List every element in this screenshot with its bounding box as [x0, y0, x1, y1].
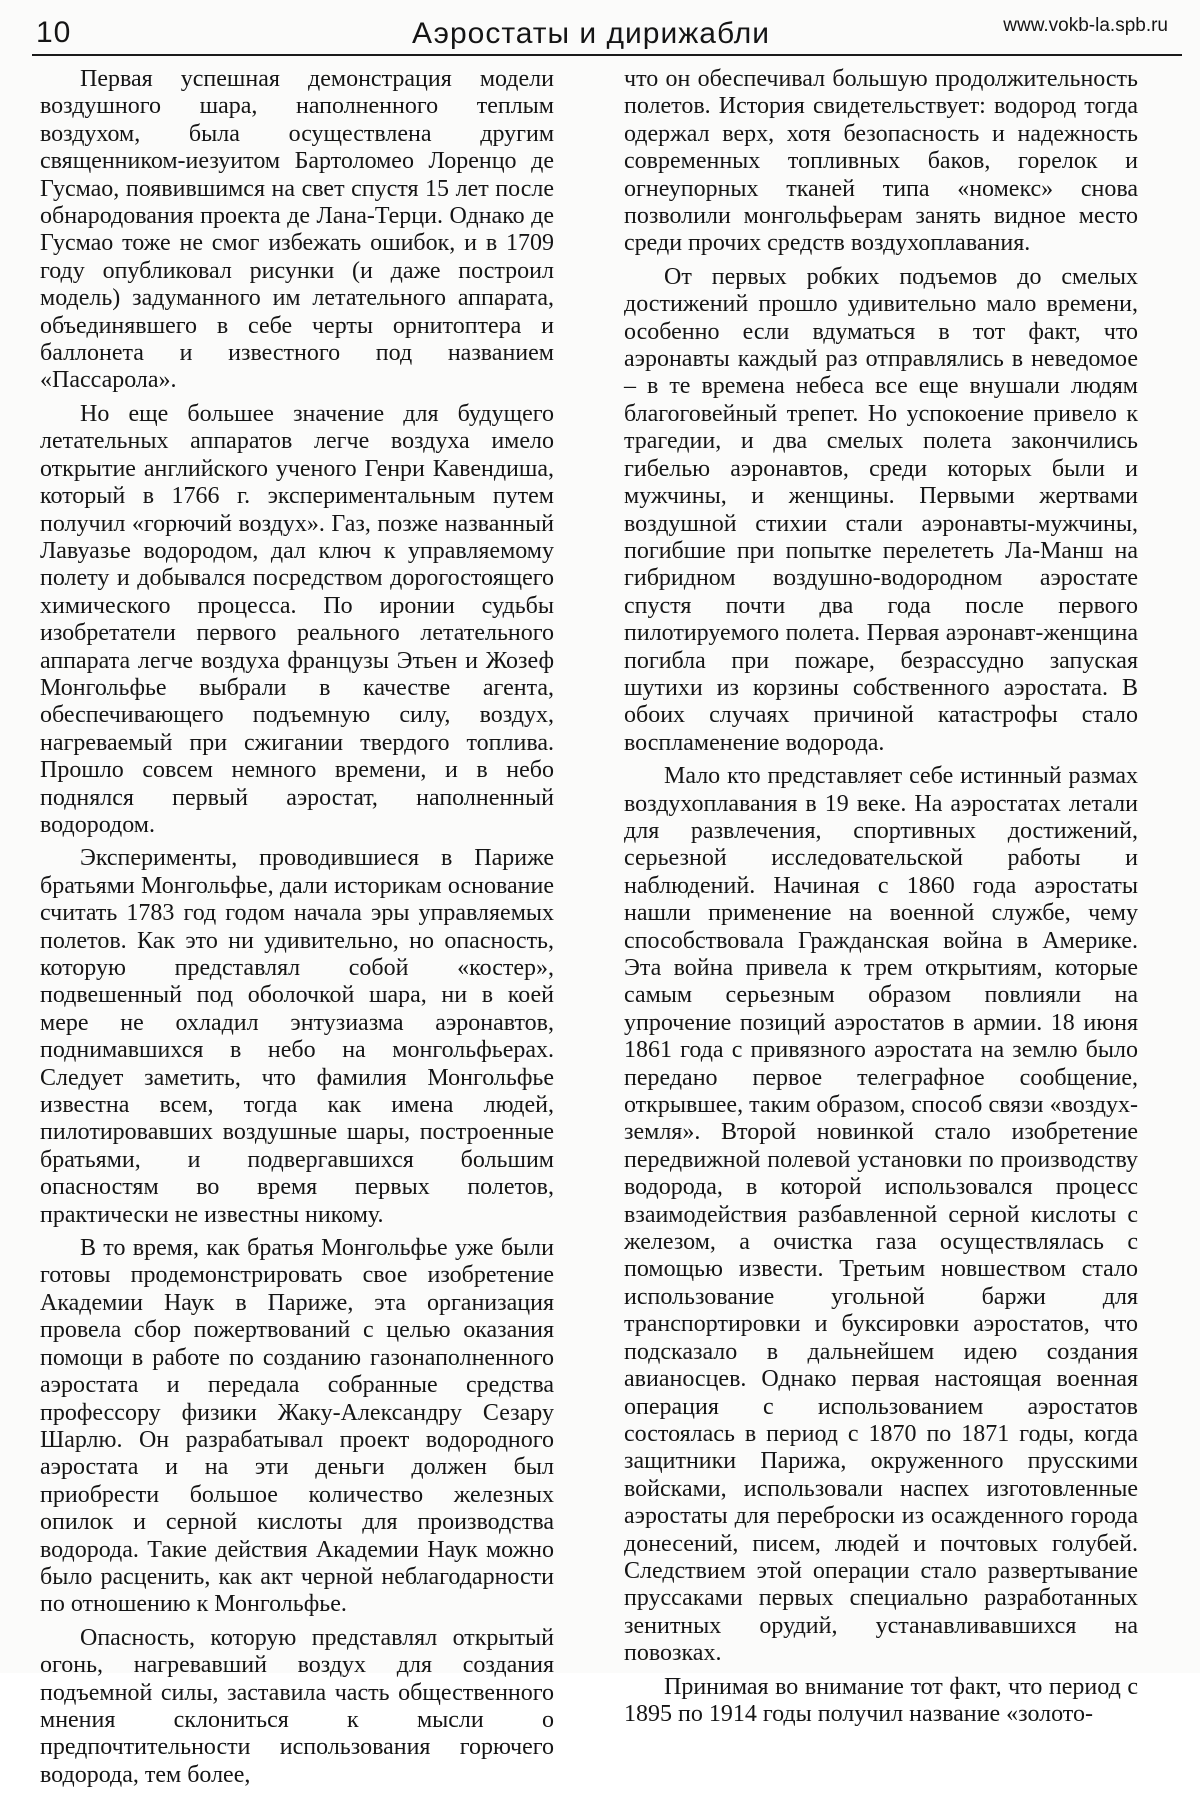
- paragraph: В то время, как братья Монгольфье уже были готовы продемонстрировать свое изобретение Академии Наук в Париже, эта организация провела сбор пожертвований с целью оказания помощи в работе по созданию газонаполненного аэростата и передала собранные средства профессору физики Жаку-Александру Сезару Шарлю. Он разрабатывал проект водородного аэростата и на эти деньги должен был приобрести большое количество железных опилок и серной кислоты для производства водорода. Такие действия Академии Наук можно было расценить, как акт черной неблагодарности по отношению к Монгольфье.: [40, 1235, 554, 1618]
- running-title: Аэростаты и дирижабли: [412, 17, 771, 50]
- right-column: [624, 66, 1138, 1734]
- site-url: www.vokb-la.spb.ru: [1003, 15, 1168, 36]
- paragraph: От первых робких подъемов до смелых достижений прошло удивительно мало времени, особенно если вдуматься в тот факт, что аэронавты каждый раз отправлялись в неведомое – в те времена небеса все еще внушали людям благоговейный трепет. Но успокоение привело к трагедии, и два смелых полета закончились гибелью аэронавтов, среди которых были и мужчины, и женщины. Первыми жертвами воздушной стихии стали аэронавты-мужчины, погибшие при попытке перелететь Ла-Манш на гибридном воздушно-водородном аэростате спустя почти два года после первого пилотируемого полета. Первая аэронавт-женщина погибла при пожаре, безрассудно запуская шутихи из корзины собственного аэростата. В обоих случаях причиной катастрофы стало воспламенение водорода.: [624, 263, 1138, 756]
- paragraph: Эксперименты, проводившиеся в Париже братьями Монгольфье, дали историкам основание считать 1783 год годом начала эры управляемых полетов. Как это ни удивительно, но опасность, которую представлял собой «костер», подвешенный под оболочкой шара, ни в коей мере не охладил энтузиазма аэронавтов, поднимавшихся в небо на монгольфьерах. Следует заметить, что фамилия Монгольфье известна всем, тогда как имена людей, пилотировавших воздушные шары, построенные братьями, и подвергавшихся большим опасностям во время первых полетов, практически не известны никому.: [40, 845, 554, 1228]
- left-column: [40, 66, 554, 1795]
- paragraph: Первая успешная демонстрация модели воздушного шара, наполненного теплым воздухом, была осуществлена другим священником-иезуитом Бартоломео Лоренцо де Гусмао, появившимся на свет спустя 15 лет после обнародования проекта де Лана-Терци. Однако де Гусмао тоже не смог избежать ошибок, и в 1709 году опубликовал рисунки (и даже построил модель) задуманного им летательного аппарата, объединявшего в себе черты орнитоптера и баллонета и известного под названием «Пассарола».: [40, 66, 554, 394]
- page-number: 10: [36, 16, 72, 49]
- page-header: [32, 10, 1182, 56]
- paragraph: Принимая во внимание тот факт, что период с 1895 по 1914 годы получил название «золото-: [624, 1673, 1138, 1727]
- paragraph: Мало кто представляет себе истинный размах воздухоплавания в 19 веке. На аэростатах летали для развлечения, спортивных достижений, серьезной исследовательской работы и наблюдений. Начиная с 1860 года аэростаты нашли применение на военной службе, чему способствовала Гражданская война в Америке. Эта война привела к трем открытиям, которые самым серьезным образом повлияли на упрочение позиций аэростатов в армии. 18 июня 1861 года с привязного аэростата на землю было передано первое телеграфное сообщение, открывшее, таким образом, способ связи «воздух-земля». Второй новинкой стало изобретение передвижной полевой установки по производству водорода, в которой использовался процесс взаимодействия разбавленной серной кислоты с железом, а очистка газа осуществлялась с помощью извести. Третьим новшеством стало использование угольной баржи для транспортировки и буксировки аэростатов, что подсказало в дальнейшем идею создания авианосцев. Однако первая настоящая военная операция с использованием аэростатов состоялась в период с 1870 по 1871 годы, когда защитники Парижа, окруженного прусскими войсками, использовали наспех изготовленные аэростаты для переброски из осажденного города донесений, писем, людей и почтовых голубей. Следствием этой операции стало развертывание пруссаками первых специально разработанных зенитных орудий, устанавливавшихся на повозках.: [624, 763, 1138, 1667]
- paragraph-continuation: что он обеспечивал большую продолжительность полетов. История свидетельствует: водород тогда одержал верх, хотя безопасность и надежность современных топливных баков, горелок и огнеупорных тканей типа «номекс» снова позволили монгольфьерам занять видное место среди прочих средств воздухоплавания.: [624, 66, 1138, 257]
- paragraph: Опасность, которую представлял открытый огонь, нагревавший воздух для создания подъемной силы, заставила часть общественного мнения склониться к мысли о предпочтительности использования горючего водорода, тем более,: [40, 1624, 554, 1788]
- paragraph: Но еще большее значение для будущего летательных аппаратов легче воздуха имело открытие английского ученого Генри Кавендиша, который в 1766 г. экспериментальным путем получил «горючий воздух». Газ, позже названный Лавуазье водородом, дал ключ к управляемому полету и добывался посредством дорогостоящего химического процесса. По иронии судьбы изобретатели первого реального летательного аппарата легче воздуха французы Этьен и Жозеф Монгольфье выбрали в качестве агента, обеспечивающего подъемную силу, воздух, нагреваемый при сжигании твердого топлива. Прошло совсем немного времени, и в небо поднялся первый аэростат, наполненный водородом.: [40, 400, 554, 838]
